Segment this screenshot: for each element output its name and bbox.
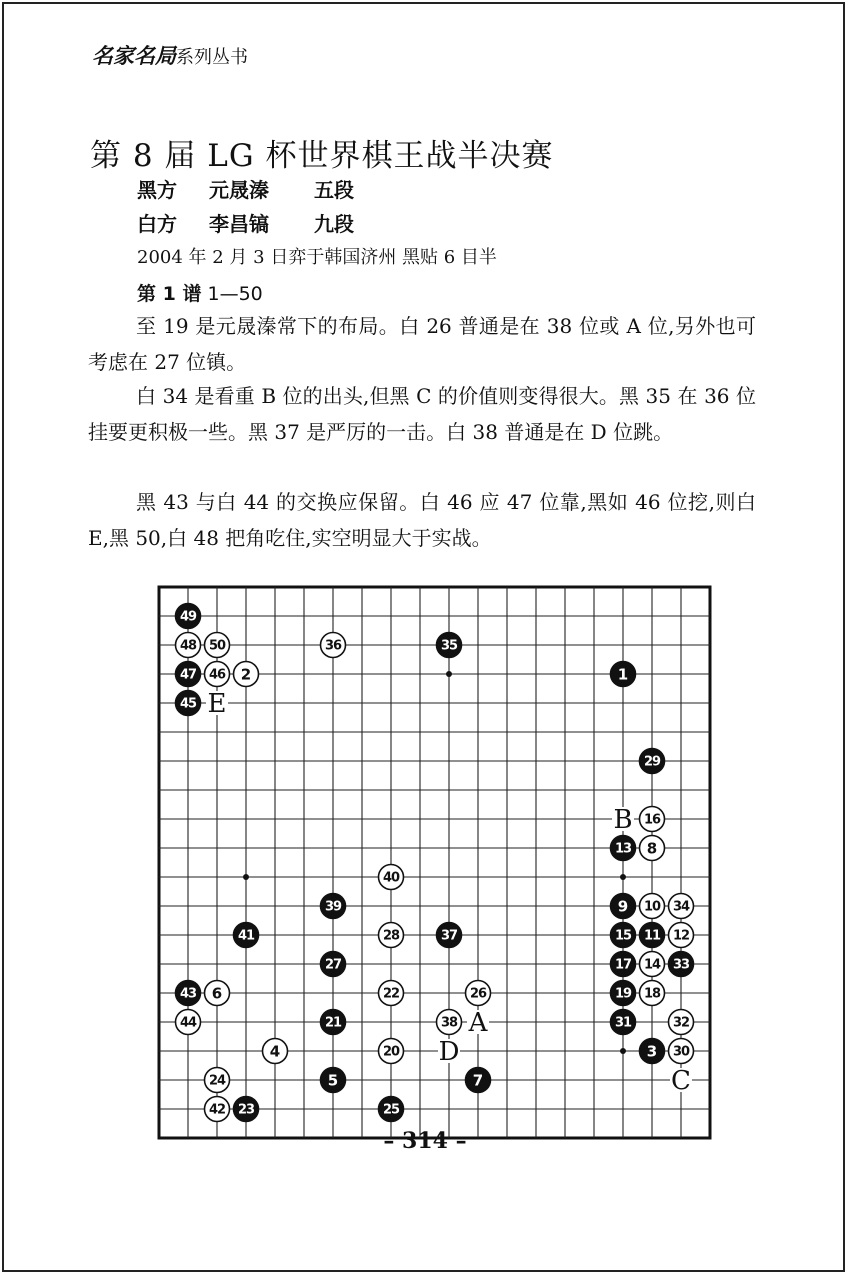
move-number-18: 18 [643, 986, 661, 1002]
star-point [446, 671, 452, 677]
chart-label [137, 279, 263, 306]
black-player-line [137, 174, 354, 203]
chart-move-range: 1—50 [207, 283, 263, 305]
move-number-46: 46 [208, 667, 226, 683]
move-number-14: 14 [643, 957, 661, 973]
move-number-40: 40 [382, 870, 400, 886]
move-number-28: 28 [382, 928, 400, 944]
move-number-37: 37 [440, 928, 458, 944]
black-side-label: 黑方 [137, 178, 177, 202]
move-number-42: 42 [208, 1102, 226, 1118]
move-number-13: 13 [614, 841, 632, 857]
move-number-16: 16 [643, 812, 661, 828]
move-number-38: 38 [440, 1015, 458, 1031]
move-number-36: 36 [324, 638, 342, 654]
move-number-50: 50 [208, 638, 226, 654]
move-number-32: 32 [672, 1015, 690, 1031]
move-number-48: 48 [179, 638, 197, 654]
move-number-17: 17 [614, 957, 632, 973]
white-player-rank: 九段 [314, 212, 354, 236]
move-number-10: 10 [643, 899, 661, 915]
move-number-27: 27 [324, 957, 342, 973]
move-number-6: 6 [211, 984, 223, 1003]
move-number-33: 33 [672, 957, 690, 973]
move-number-25: 25 [382, 1102, 400, 1118]
move-number-26: 26 [469, 986, 487, 1002]
move-number-34: 34 [672, 899, 690, 915]
move-number-12: 12 [672, 928, 690, 944]
chart-number: 第 1 谱 [137, 283, 202, 305]
move-number-7: 7 [472, 1071, 484, 1090]
point-label-B: B [613, 805, 633, 835]
move-number-23: 23 [237, 1102, 255, 1118]
star-point [620, 874, 626, 880]
move-number-35: 35 [440, 638, 458, 654]
series-title-rest: 系列丛书 [176, 47, 248, 68]
move-number-30: 30 [672, 1044, 690, 1060]
white-player-line [137, 208, 354, 237]
go-board-diagram [150, 578, 691, 1118]
point-label-A: A [468, 1008, 488, 1038]
page-number: – 314 – [383, 1128, 467, 1154]
move-number-49: 49 [179, 609, 197, 625]
move-number-24: 24 [208, 1073, 226, 1089]
move-number-41: 41 [237, 928, 255, 944]
white-player-name: 李昌镐 [209, 212, 269, 236]
commentary-paragraph-2: 白 34 是看重 B 位的出头,但黑 C 的价值则变得很大。黑 35 在 36 位挂要更积极一些。黑 37 是严厉的一击。白 38 普通是在 D 位跳。 [88, 384, 756, 444]
point-label-E: E [207, 689, 227, 719]
move-number-15: 15 [614, 928, 632, 944]
black-player-rank: 五段 [314, 178, 354, 202]
move-number-19: 19 [614, 986, 632, 1002]
move-number-31: 31 [614, 1015, 632, 1031]
move-number-8: 8 [646, 839, 658, 858]
move-number-11: 11 [643, 928, 661, 944]
move-number-29: 29 [643, 754, 661, 770]
point-label-D: D [438, 1037, 460, 1067]
move-number-43: 43 [179, 986, 197, 1002]
move-number-5: 5 [327, 1071, 339, 1090]
move-number-3: 3 [646, 1042, 658, 1061]
game-title: 第 8 届 LG 杯世界棋王战半决赛 [90, 138, 554, 174]
move-number-22: 22 [382, 986, 400, 1002]
star-point [243, 874, 249, 880]
move-number-2: 2 [240, 665, 252, 684]
commentary-paragraph-3: 黑 43 与白 44 的交换应保留。白 46 应 47 位靠,黑如 46 位挖,则白 E,黑 50,白 48 把角吃住,实空明显大于实战。 [88, 490, 756, 550]
move-number-1: 1 [617, 665, 629, 684]
series-header [92, 40, 248, 70]
series-title-bold: 名家名局 [92, 44, 176, 68]
move-number-47: 47 [179, 667, 197, 683]
star-point [620, 1048, 626, 1054]
move-number-20: 20 [382, 1044, 400, 1060]
move-number-21: 21 [324, 1015, 342, 1031]
move-number-45: 45 [179, 696, 197, 712]
point-label-C: C [671, 1066, 691, 1096]
move-number-4: 4 [269, 1042, 281, 1061]
commentary-paragraph-1: 至 19 是元晟溱常下的布局。白 26 普通是在 38 位或 A 位,另外也可考虑在 27 位镇。 [88, 314, 756, 374]
move-number-9: 9 [617, 897, 629, 916]
move-number-39: 39 [324, 899, 342, 915]
game-info: 2004 年 2 月 3 日弈于韩国济州 黑贴 6 目半 [137, 247, 497, 268]
white-side-label: 白方 [137, 212, 177, 236]
black-player-name: 元晟溱 [209, 178, 269, 202]
move-number-44: 44 [179, 1015, 197, 1031]
